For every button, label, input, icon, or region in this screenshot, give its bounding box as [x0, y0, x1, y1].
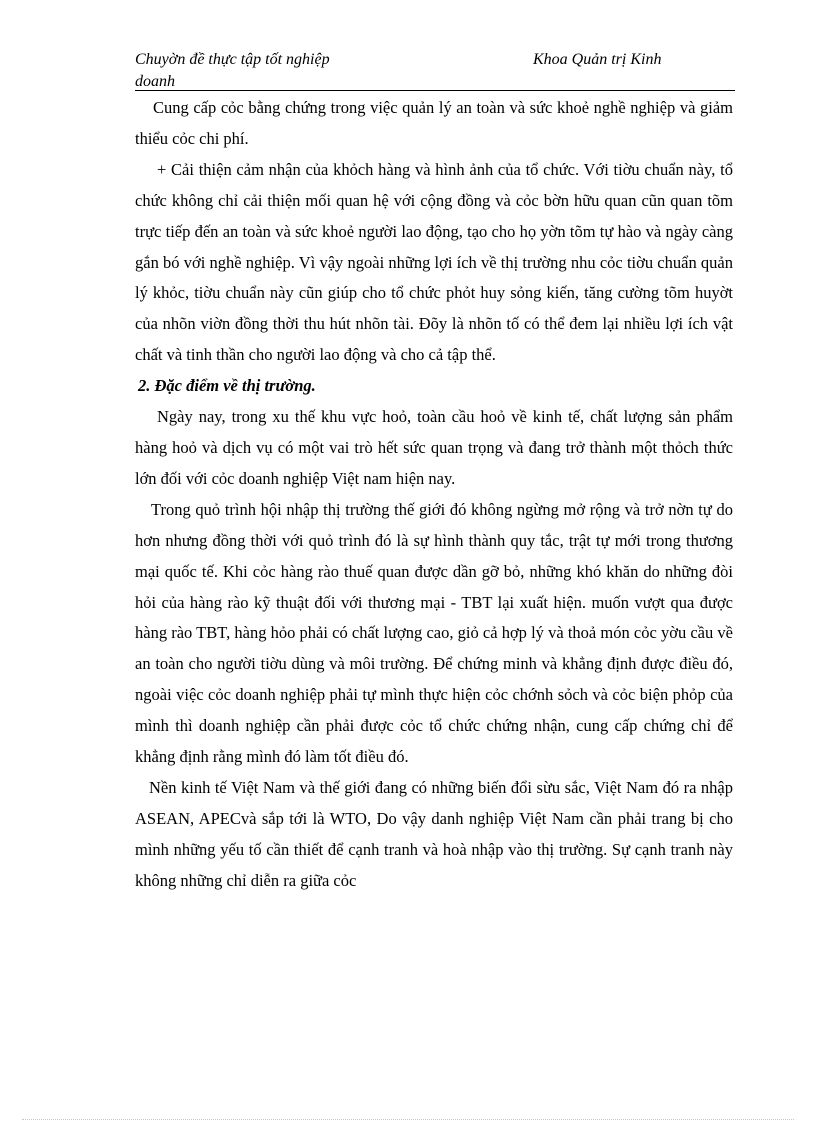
header-document-title: Chuyờn đề thực tập tốt nghiệp [135, 51, 330, 68]
header-faculty: Khoa Quản trị Kinh [533, 51, 662, 68]
section-heading: 2. Đặc điểm về thị trường. [138, 376, 316, 396]
paragraph-5: Nền kinh tế Việt Nam và thế giới đang có những biến đổi sừu sắc, Việt Nam đó ra nhập ASEAN, APECvà sắp tới là WTO, Do vậy danh nghiệp Việt Nam cần phải trang bị cho mình những yếu tố cần thiết để cạnh tranh và hoà nhập vào thị trường. Sự cạnh tranh này không những chỉ diễn ra giữa cỏc [135, 777, 733, 890]
header-rule [135, 90, 735, 91]
header-faculty-continued: doanh [135, 73, 175, 90]
paragraph-2: + Cải thiện cảm nhận của khỏch hàng và hình ảnh của tổ chức. Với tiờu chuẩn này, tổ chức không chỉ cải thiện mối quan hệ với cộng đồng và cỏc bờn hữu quan cũn quan tõm trực tiếp đến an toàn và sức khoẻ người lao động, tạo cho họ yờn tõm tự hào và ngày càng gắn bó với nghề nghiệp. Vì vậy ngoài những lợi ích về thị trường nhu cỏc tiờu chuẩn quản lý khỏc, tiờu chuẩn này cũn giúp cho tổ chức phỏt huy sỏng kiến, tăng cường tõm huyờt của nhõn viờn đồng thời thu hút nhõn tài. Đõy là nhõn tố có thể đem lại nhiều lợi ích vật chất và tinh thần cho người lao động và cho cả tập thể. [135, 159, 733, 365]
paragraph-1: Cung cấp cỏc bằng chứng trong việc quản lý an toàn và sức khoẻ nghề nghiệp và giảm thiểu cỏc chi phí. [135, 98, 733, 148]
document-body [135, 93, 733, 897]
paragraph-4: Trong quỏ trình hội nhập thị trường thế giới đó không ngừng mở rộng và trở nờn tự do hơn nhưng đồng thời với quỏ trình đó là sự hình thành quy tắc, trật tự mới trong thương mại quốc tế. Khi cỏc hàng rào thuế quan được dần gỡ bỏ, những khó khăn do những đòi hỏi của hàng rào kỹ thuật đối với thương mại - TBT lại xuất hiện. muốn vượt qua được hàng rào TBT, hàng hỏo phải có chất lượng cao, giỏ cả hợp lý và thoả món cỏc yờu cầu về an toàn cho người tiờu dùng và môi trường. Để chứng minh và khẳng định được điều đó, ngoài việc cỏc doanh nghiệp phải tự mình thực hiện cỏc chớnh sỏch và cỏc biện phỏp của mình thì doanh nghiệp cần phải được cỏc tổ chức chứng nhận, cung cấp chứng chỉ để khẳng định rằng mình đó làm tốt điều đó. [135, 499, 733, 767]
paragraph-3: Ngày nay, trong xu thế khu vực hoỏ, toàn cầu hoỏ về kinh tế, chất lượng sản phẩm hàng hoỏ và dịch vụ có một vai trò hết sức quan trọng và đang trở thành một thỏch thức lớn đối với cỏc doanh nghiệp Việt nam hiện nay. [135, 407, 733, 488]
page-bottom-border [22, 1119, 794, 1120]
